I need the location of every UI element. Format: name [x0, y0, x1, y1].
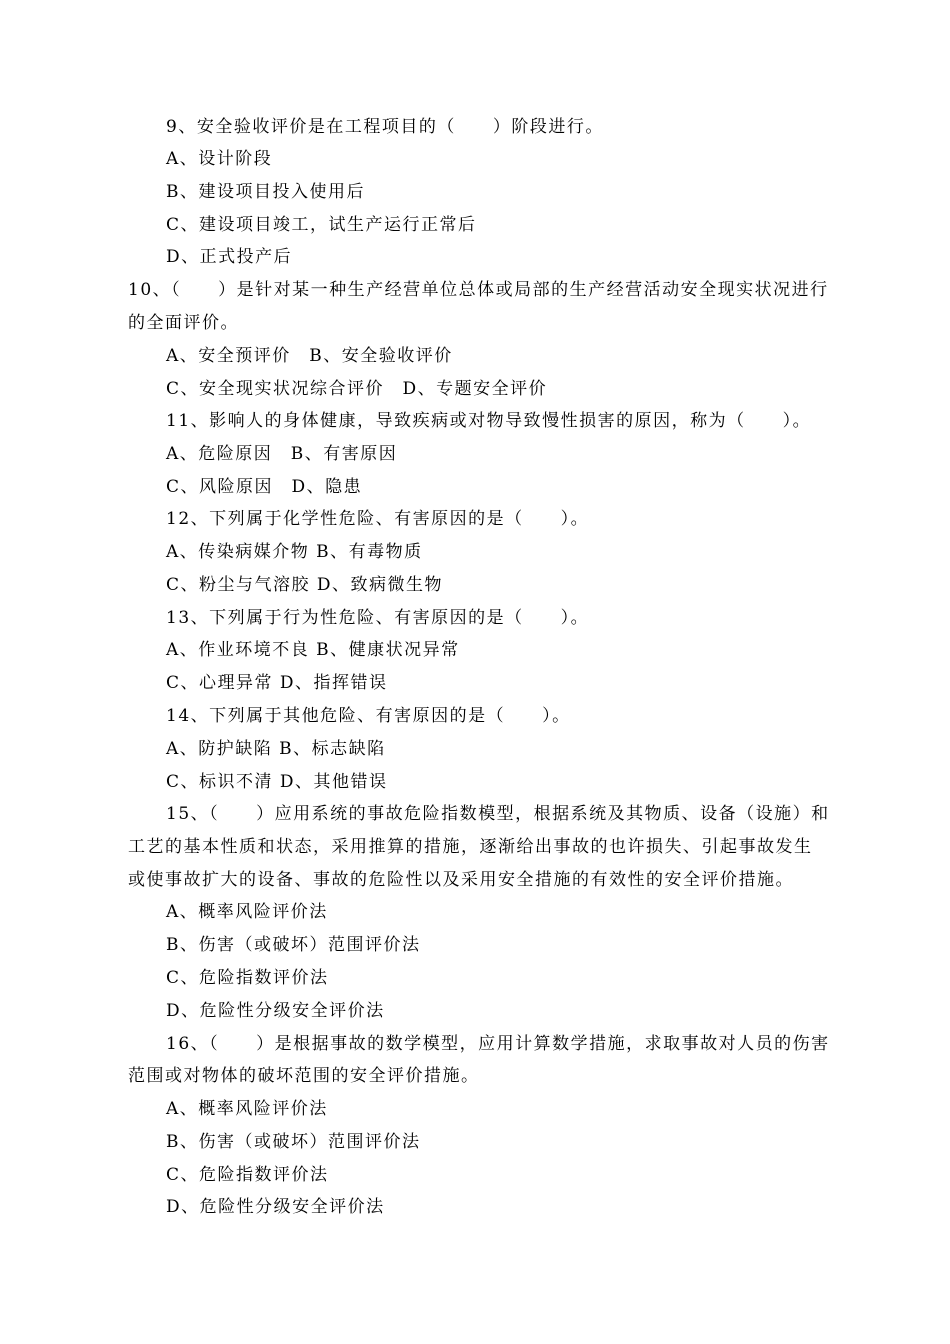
question-12: 12、下列属于化学性危险、有害原因的是（ ）。 [166, 509, 590, 529]
q11-options-cd: C、风险原因 D、隐患 [166, 477, 363, 497]
q12-options-cd: C、粉尘与气溶胶 D、致病微生物 [166, 575, 444, 595]
q16-option-c: C、危险指数评价法 [166, 1165, 329, 1185]
q9-option-d: D、正式投产后 [166, 247, 293, 267]
q10-options-ab: A、安全预评价 B、安全验收评价 [166, 346, 453, 366]
q14-options-cd: C、标识不清 D、其他错误 [166, 772, 388, 792]
q12-options-ab: A、传染病媒介物 B、有毒物质 [166, 542, 423, 562]
q9-option-b: B、建设项目投入使用后 [166, 182, 365, 202]
q9-option-c: C、建设项目竣工，试生产运行正常后 [166, 215, 477, 235]
question-16-line-2: 范围或对物体的破坏范围的安全评价措施。 [128, 1066, 480, 1086]
question-15-line-2: 工艺的基本性质和状态，采用推算的措施，逐渐给出事故的也许损失、引起事故发生 [128, 837, 813, 857]
q15-option-d: D、危险性分级安全评价法 [166, 1001, 385, 1021]
q13-options-ab: A、作业环境不良 B、健康状况异常 [166, 640, 460, 660]
q15-option-a: A、概率风险评价法 [166, 902, 328, 922]
q16-option-a: A、概率风险评价法 [166, 1099, 328, 1119]
question-15-line-1: 15、（ ）应用系统的事故危险指数模型，根据系统及其物质、设备（设施）和 [166, 804, 830, 824]
question-11: 11、影响人的身体健康，导致疾病或对物导致慢性损害的原因，称为（ ）。 [166, 411, 812, 431]
q16-option-d: D、危险性分级安全评价法 [166, 1197, 385, 1217]
question-10-line-1: 10、（ ）是针对某一种生产经营单位总体或局部的生产经营活动安全现实状况进行 [128, 280, 829, 300]
question-9: 9、安全验收评价是在工程项目的（ ）阶段进行。 [166, 117, 604, 137]
question-16-line-1: 16、（ ）是根据事故的数学模型，应用计算数学措施，求取事故对人员的伤害 [166, 1034, 830, 1054]
question-15-line-3: 或使事故扩大的设备、事故的危险性以及采用安全措施的有效性的安全评价措施。 [128, 870, 794, 890]
q16-option-b: B、伤害（或破坏）范围评价法 [166, 1132, 421, 1152]
q15-option-b: B、伤害（或破坏）范围评价法 [166, 935, 421, 955]
q11-options-ab: A、危险原因 B、有害原因 [166, 444, 398, 464]
q13-options-cd: C、心理异常 D、指挥错误 [166, 673, 388, 693]
question-10-line-2: 的全面评价。 [128, 313, 239, 333]
q14-options-ab: A、防护缺陷 B、标志缺陷 [166, 739, 386, 759]
q10-options-cd: C、安全现实状况综合评价 D、专题安全评价 [166, 379, 548, 399]
question-14: 14、下列属于其他危险、有害原因的是（ ）。 [166, 706, 571, 726]
question-13: 13、下列属于行为性危险、有害原因的是（ ）。 [166, 608, 590, 628]
q9-option-a: A、设计阶段 [166, 149, 273, 169]
q15-option-c: C、危险指数评价法 [166, 968, 329, 988]
